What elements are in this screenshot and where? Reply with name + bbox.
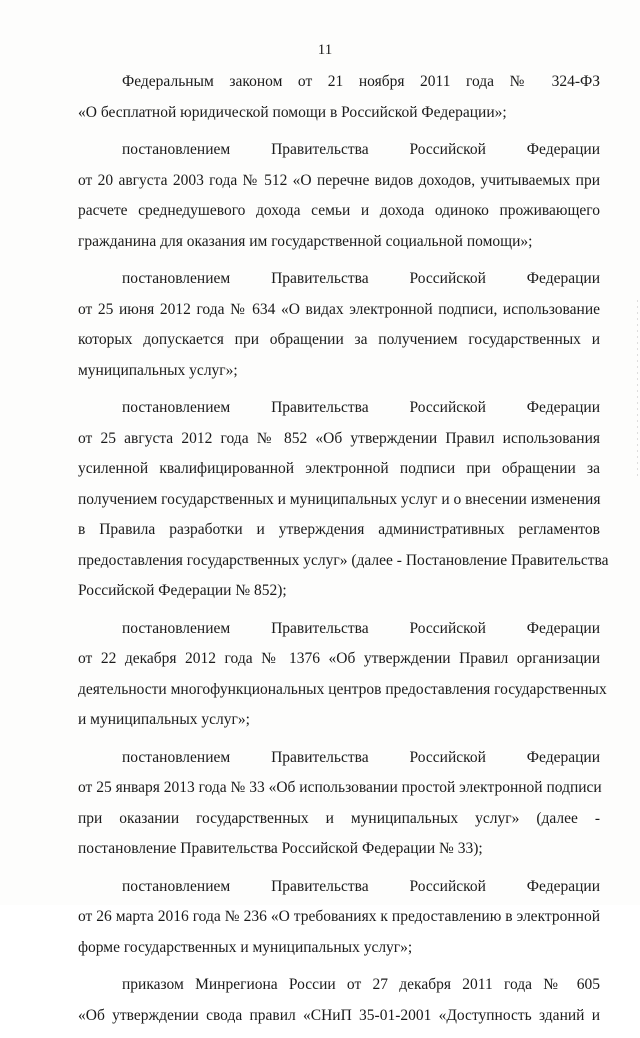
text-line: постановлением Правительства Российской Федерации <box>122 748 600 766</box>
text-line: постановлением Правительства Российской Федерации <box>122 270 600 287</box>
paragraph-federal-law-324 <box>78 67 600 128</box>
text-line: и муниципальных услуг»; <box>78 711 250 728</box>
paragraph-order-605 <box>78 970 600 1031</box>
paragraph-resolution-236 <box>78 872 600 964</box>
text-line: получением государственных и муниципальных услуг и о внесении изменения <box>78 490 601 508</box>
document-body <box>78 67 609 1038</box>
text-line: от 26 марта 2016 года № 236 «О требованиях к предоставлению в электронной <box>78 908 600 925</box>
text-line: от 25 января 2013 года № 33 «Об использовании простой электронной подписи <box>78 779 602 796</box>
text-line: от 20 августа 2003 года № 512 «О перечне видов доходов, учитываемых при <box>78 171 600 189</box>
text-line: Российской Федерации № 852); <box>78 582 287 599</box>
text-line: от 22 декабря 2012 года № 1376 «Об утверждении Правил организации <box>78 650 600 667</box>
text-line: деятельности многофункциональных центров предоставления государственных <box>78 680 607 698</box>
paragraph-resolution-634 <box>78 264 600 386</box>
text-line: постановление Правительства Российской Федерации № 33); <box>78 840 483 857</box>
paragraph-resolution-33 <box>78 743 600 865</box>
text-line: постановлением Правительства Российской Федерации <box>122 141 600 158</box>
page-number: 11 <box>317 42 333 58</box>
text-line: расчете среднедушевого дохода семьи и дохода одиноко проживающего <box>78 202 600 219</box>
paragraph-resolution-852 <box>78 393 609 607</box>
text-line: приказом Минрегиона России от 27 декабря 2011 года № 605 <box>122 976 600 993</box>
text-line: «Об утверждении свода правил «СНиП 35-01-2001 «Доступность зданий и <box>78 1006 600 1024</box>
text-line: предоставления государственных услуг» (далее - Постановление Правительства <box>78 551 609 569</box>
text-line: Федеральным законом от 21 ноября 2011 года № 324-ФЗ <box>122 73 600 90</box>
scan-edge-artifact <box>637 300 638 480</box>
text-line: «О бесплатной юридической помощи в Российской Федерации»; <box>78 103 507 121</box>
text-line: в Правила разработки и утверждения административных регламентов <box>78 521 600 538</box>
text-line: постановлением Правительства Российской Федерации <box>122 877 600 895</box>
text-line: постановлением Правительства Российской Федерации <box>122 619 600 637</box>
text-line: усиленной квалифицированной электронной подписи при обращении за <box>78 460 600 477</box>
text-line: при оказании государственных и муниципальных услуг» (далее - <box>78 809 600 827</box>
text-line: гражданина для оказания им государственной социальной помощи»; <box>78 232 533 250</box>
paragraph-resolution-512 <box>78 135 600 257</box>
text-line: постановлением Правительства Российской Федерации <box>122 399 600 416</box>
text-line: от 25 июня 2012 года № 634 «О видах электронной подписи, использование <box>78 300 600 318</box>
text-line: от 25 августа 2012 года № 852 «Об утверждении Правил использования <box>78 429 600 447</box>
text-line: которых допускается при обращении за получением государственных и <box>78 331 600 348</box>
text-line: форме государственных и муниципальных услуг»; <box>78 938 413 956</box>
text-line: муниципальных услуг»; <box>78 361 238 379</box>
paragraph-resolution-1376 <box>78 614 607 736</box>
